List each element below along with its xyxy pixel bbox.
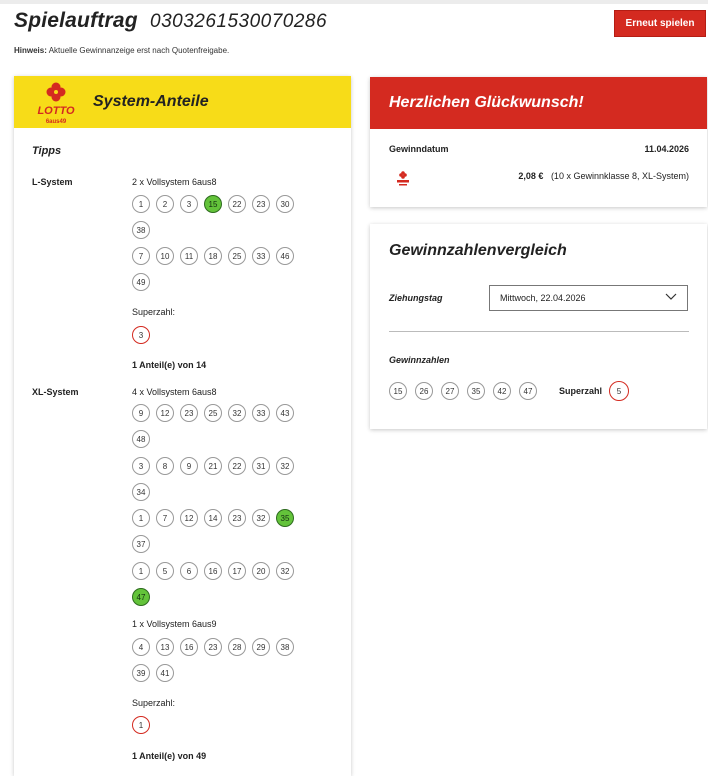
tip-ball: 14 xyxy=(204,509,222,527)
tip-ball: 41 xyxy=(156,664,174,682)
tip-ball: 6 xyxy=(180,562,198,580)
tip-ball: 20 xyxy=(252,562,270,580)
win-amount xyxy=(518,171,689,181)
tip-ball: 2 xyxy=(156,195,174,213)
winning-number-ball: 47 xyxy=(519,382,537,400)
xl-system-superzahl-label: Superzahl: xyxy=(132,698,176,708)
tip-ball: 33 xyxy=(252,404,270,422)
tip-ball: 49 xyxy=(132,273,150,291)
tip-ball: 12 xyxy=(180,509,198,527)
win-amount-value: 2,08 € xyxy=(518,171,544,181)
tip-ball: 5 xyxy=(156,562,174,580)
congrats-card xyxy=(370,77,707,207)
tip-ball: 22 xyxy=(228,457,246,475)
superzahl-ball: 3 xyxy=(132,326,150,344)
xl-system-row-9 xyxy=(132,638,294,656)
l-system-sub: 2 x Vollsystem 6aus8 xyxy=(132,177,217,187)
tip-ball: 17 xyxy=(228,562,246,580)
xl-system-label: XL-System xyxy=(32,387,79,397)
winning-number-ball: 15 xyxy=(389,382,407,400)
tip-ball: 32 xyxy=(228,404,246,422)
compare-title: Gewinnzahlenvergleich xyxy=(389,242,567,259)
l-system-row-2 xyxy=(132,221,150,239)
tip-ball: 38 xyxy=(132,221,150,239)
congrats-header xyxy=(370,77,707,129)
winning-number-ball: 35 xyxy=(467,382,485,400)
xl-system-row-1 xyxy=(132,404,294,422)
l-system-row-3 xyxy=(132,247,294,265)
superzahl-label: Superzahl xyxy=(559,386,603,396)
superzahl-ball: 5 xyxy=(609,381,629,401)
congrats-title: Herzlichen Glückwunsch! xyxy=(389,94,584,111)
tip-ball: 4 xyxy=(132,638,150,656)
tip-ball: 1 xyxy=(132,195,150,213)
winning-number-ball: 27 xyxy=(441,382,459,400)
tip-ball: 37 xyxy=(132,535,150,553)
order-id: 0303261530070286 xyxy=(150,11,328,32)
winning-numbers-compare-card xyxy=(370,224,707,429)
top-border xyxy=(0,0,708,4)
win-date-label: Gewinndatum xyxy=(389,144,449,154)
tip-ball: 32 xyxy=(276,457,294,475)
tip-ball: 7 xyxy=(132,247,150,265)
tip-ball: 1 xyxy=(132,509,150,527)
xl-system-row-2 xyxy=(132,430,150,448)
xl-system-row-5 xyxy=(132,509,294,527)
winning-number-ball: 26 xyxy=(415,382,433,400)
xl-system-row-4 xyxy=(132,483,150,501)
winning-numbers-row xyxy=(389,382,537,400)
xl-system-sub2: 1 x Vollsystem 6aus9 xyxy=(132,619,217,629)
superzahl-ball: 1 xyxy=(132,716,150,734)
winning-numbers-label: Gewinnzahlen xyxy=(389,355,450,365)
tip-ball: 23 xyxy=(252,195,270,213)
draw-day-label: Ziehungstag xyxy=(389,293,443,303)
xl-system-anteil: 1 Anteil(e) von 49 xyxy=(132,751,207,761)
system-shares-title: System-Anteile xyxy=(93,93,209,110)
tip-ball: 29 xyxy=(252,638,270,656)
tip-ball: 28 xyxy=(228,638,246,656)
tip-ball: 46 xyxy=(276,247,294,265)
tip-ball: 1 xyxy=(132,562,150,580)
win-amount-detail: (10 x Gewinnklasse 8, XL-System) xyxy=(550,171,689,181)
tip-ball: 21 xyxy=(204,457,222,475)
tip-ball: 34 xyxy=(132,483,150,501)
xl-system-row-7 xyxy=(132,562,294,580)
tip-ball: 11 xyxy=(180,247,198,265)
hint-label: Hinweis: xyxy=(14,46,47,55)
tip-ball: 25 xyxy=(228,247,246,265)
xl-system-row-3 xyxy=(132,457,294,475)
system-shares-card xyxy=(14,76,351,776)
lotto-logo-icon xyxy=(396,171,410,187)
tip-ball: 32 xyxy=(252,509,270,527)
tip-ball: 7 xyxy=(156,509,174,527)
tip-ball: 3 xyxy=(132,457,150,475)
tip-ball: 32 xyxy=(276,562,294,580)
xl-system-row-6 xyxy=(132,535,150,553)
tip-ball: 22 xyxy=(228,195,246,213)
xl-system-superzahl-row xyxy=(132,716,150,734)
l-system-superzahl-row xyxy=(132,326,150,344)
l-system-row-4 xyxy=(132,273,150,291)
l-system-row-1 xyxy=(132,195,294,213)
l-system-superzahl-label: Superzahl: xyxy=(132,307,176,317)
tip-ball: 13 xyxy=(156,638,174,656)
tip-ball: 16 xyxy=(204,562,222,580)
win-date-value: 11.04.2026 xyxy=(644,144,689,154)
divider xyxy=(389,331,689,332)
tip-ball-hit: 35 xyxy=(276,509,294,527)
l-system-label: L-System xyxy=(32,177,73,187)
tip-ball: 12 xyxy=(156,404,174,422)
hint-text xyxy=(14,46,229,55)
tipps-heading: Tipps xyxy=(32,145,62,157)
tip-ball: 9 xyxy=(132,404,150,422)
tip-ball: 25 xyxy=(204,404,222,422)
draw-day-value: Mittwoch, 22.04.2026 xyxy=(500,293,586,303)
tip-ball: 10 xyxy=(156,247,174,265)
tip-ball: 30 xyxy=(276,195,294,213)
hint-message: Aktuelle Gewinnanzeige erst nach Quotenfreigabe. xyxy=(48,46,230,55)
tip-ball: 3 xyxy=(180,195,198,213)
page-title: Spielauftrag xyxy=(14,9,138,32)
xl-system-sub: 4 x Vollsystem 6aus8 xyxy=(132,387,217,397)
tip-ball-hit: 47 xyxy=(132,588,150,606)
replay-button[interactable]: Erneut spielen xyxy=(614,10,706,37)
chevron-down-icon xyxy=(665,293,677,301)
l-system-anteil: 1 Anteil(e) von 14 xyxy=(132,360,207,370)
svg-text:LOTTO: LOTTO xyxy=(37,105,75,117)
tip-ball: 39 xyxy=(132,664,150,682)
tip-ball: 16 xyxy=(180,638,198,656)
system-shares-header xyxy=(14,76,351,128)
tip-ball: 23 xyxy=(228,509,246,527)
tip-ball: 38 xyxy=(276,638,294,656)
tip-ball: 23 xyxy=(204,638,222,656)
tip-ball: 43 xyxy=(276,404,294,422)
tip-ball: 18 xyxy=(204,247,222,265)
draw-day-select[interactable] xyxy=(489,285,688,311)
tip-ball-hit: 15 xyxy=(204,195,222,213)
winning-number-ball: 42 xyxy=(493,382,511,400)
tip-ball: 8 xyxy=(156,457,174,475)
lotto-logo-icon xyxy=(34,81,78,125)
tip-ball: 48 xyxy=(132,430,150,448)
xl-system-row-10 xyxy=(132,664,174,682)
tip-ball: 23 xyxy=(180,404,198,422)
tip-ball: 9 xyxy=(180,457,198,475)
tip-ball: 31 xyxy=(252,457,270,475)
svg-text:6aus49: 6aus49 xyxy=(45,119,67,125)
tip-ball: 33 xyxy=(252,247,270,265)
xl-system-row-8 xyxy=(132,588,150,606)
